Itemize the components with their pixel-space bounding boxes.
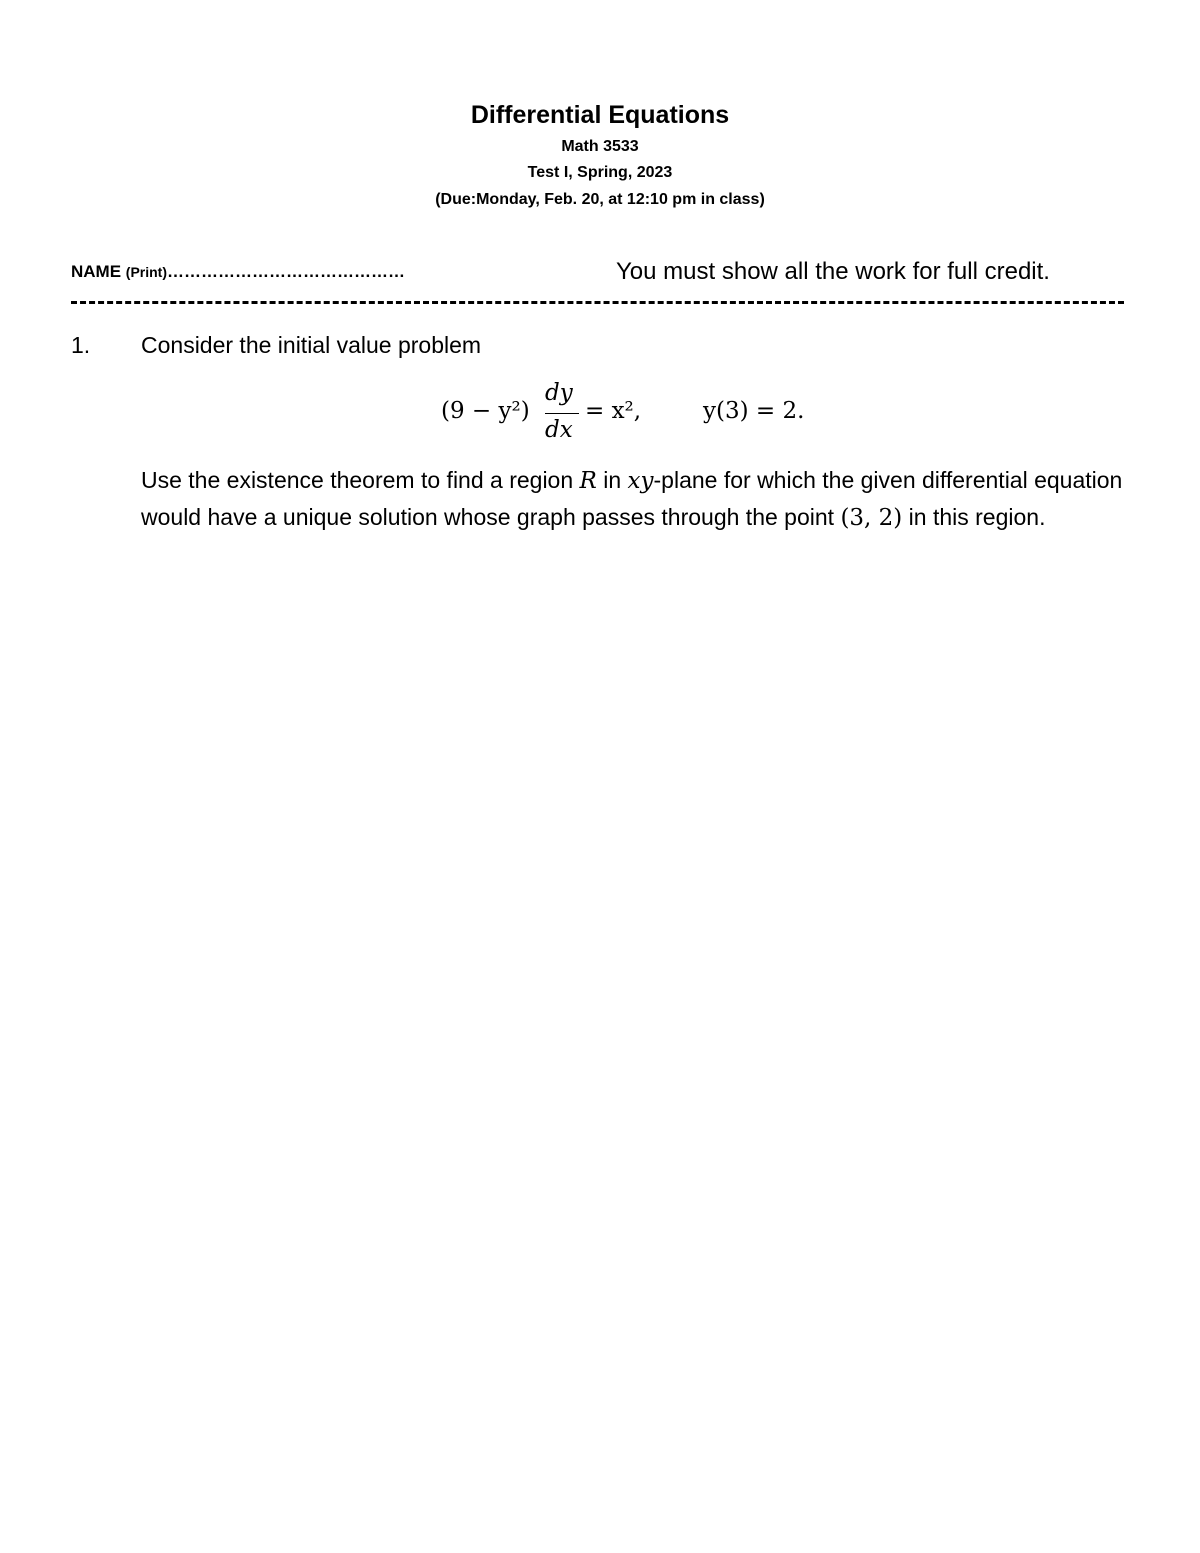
fraction-bar [545,413,579,414]
plane-symbol: xy [627,468,654,494]
due-date: (Due:Monday, Feb. 20, at 12:10 pm in class) [435,191,765,208]
instruction-text: You must show all the work for full credit. [616,258,1050,285]
question-body-part-3: -plane for which the given differential equation would have a unique solution whose graph passes through the point [141,467,1123,530]
question-body-part-1: Use the existence theorem to find a region [141,467,580,493]
name-field [71,262,405,282]
name-label: NAME [71,262,122,281]
initial-value-equation [441,380,841,450]
equation-condition: y(3) = 2. [703,398,805,424]
region-symbol: R [579,468,597,494]
dashed-divider [71,301,1124,304]
equation-rhs: = x², [585,398,642,424]
question-number: 1. [71,332,91,358]
equation-denominator: dx [545,417,573,443]
equation-lhs-factor: (9 − y²) [441,398,530,424]
question-intro: Consider the initial value problem [141,332,482,358]
document-title: Differential Equations [470,101,730,129]
name-dots: …………………………………… [167,262,406,281]
equation-numerator: dy [545,380,573,406]
name-print-label: (Print) [125,264,168,280]
test-info: Test I, Spring, 2023 [527,164,673,181]
point-coordinates: (3, 2) [840,505,903,531]
question-body [141,462,1126,536]
question-body-part-4: in this region. [902,504,1046,530]
question-body-part-2: in [596,467,628,493]
course-number: Math 3533 [561,138,639,155]
